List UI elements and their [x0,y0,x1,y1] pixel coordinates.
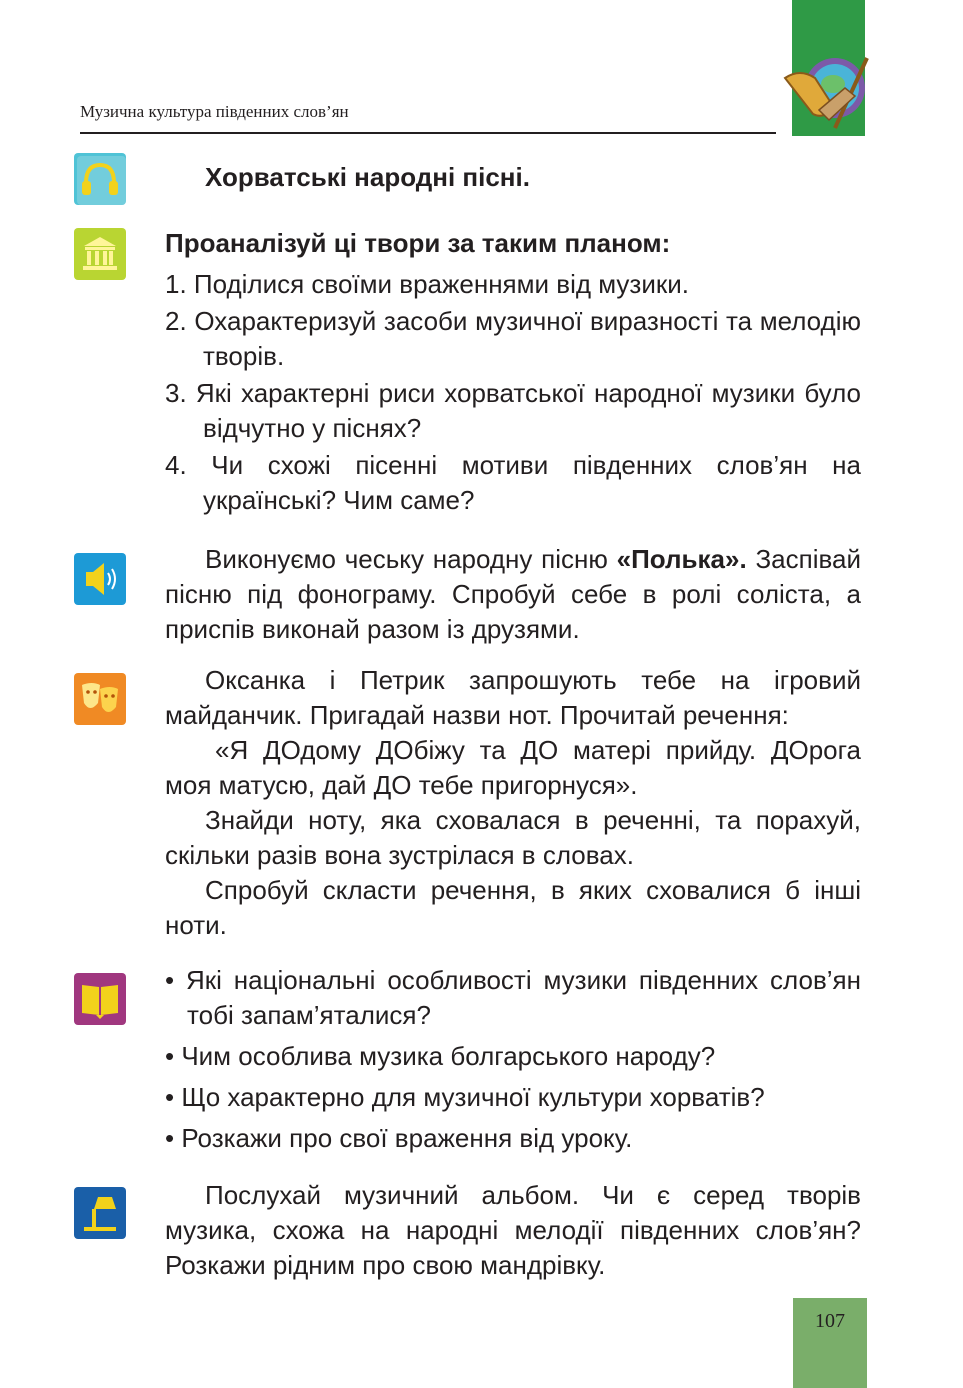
singing-paragraph [165,542,861,647]
listening-title: Хорватські народні пісні. [205,162,530,192]
music-instruments-emblem [775,48,875,138]
list-item: 2. Охарактеризуй засоби музичної виразності та мелодію творів. [165,306,861,371]
theatre-masks-icon [74,673,126,725]
list-item: • Які національні особливості музики південних слов’ян тобі запам’яталися? [165,965,861,1030]
page-number: 107 [815,1310,845,1332]
desk-lamp-icon [74,1187,126,1239]
analysis-plan-list [165,267,861,518]
game-quote: «Я ДОдому ДОбіжу та ДО матері прийду. ДОрога моя матусю, дай ДО тебе пригорнуся». [165,735,861,800]
header-rule [80,132,776,134]
analysis-block [165,226,861,520]
homework-paragraph: Послухай музичний альбом. Чи є серед творів музика, схожа на народні мелодії південних слов’ян? Розкажи рідним про свою мандрівку. [165,1180,861,1280]
list-item: • Розкажи про свої враження від уроку. [165,1123,633,1153]
list-item: 3. Які характерні риси хорватської народної музики було відчутно у піснях? [165,378,861,443]
analysis-heading: Проаналізуй ці твори за таким планом: [165,228,671,258]
book-icon [74,973,126,1025]
singing-task: Заспівай пісню під фонограму. Спробуй себе в ролі соліста, а приспів виконай разом із друзями. [165,544,861,644]
review-block [165,963,861,1162]
list-item: • Чим особлива музика болгарського народу? [165,1041,716,1071]
headphones-icon [74,153,126,205]
running-header: Музична культура південних слов’ян [80,102,349,121]
singing-intro: Виконуємо чеську народну пісню [205,544,617,574]
game-task-find: Знайди ноту, яка сховалася в реченні, та порахуй, скільки разів вона зустрілася в словах. [165,805,861,870]
list-item: 4. Чи схожі пісенні мотиви південних слов’ян на українські? Чим саме? [165,450,861,515]
museum-icon [74,228,126,280]
list-item: • Що характерно для музичної культури хорватів? [165,1082,765,1112]
review-questions [165,963,861,1156]
game-intro: Оксанка і Петрик запрошують тебе на ігровий майданчик. Пригадай назви нот. Прочитай речення: [165,665,861,730]
page-number-tab [793,1298,867,1388]
list-item: 1. Поділися своїми враженнями від музики. [165,269,689,299]
game-task-compose: Спробуй скласти речення, в яких сховалися б інші ноти. [165,875,861,940]
speaker-icon [74,553,126,605]
song-title: «Полька». [616,544,747,574]
game-block [165,663,861,943]
